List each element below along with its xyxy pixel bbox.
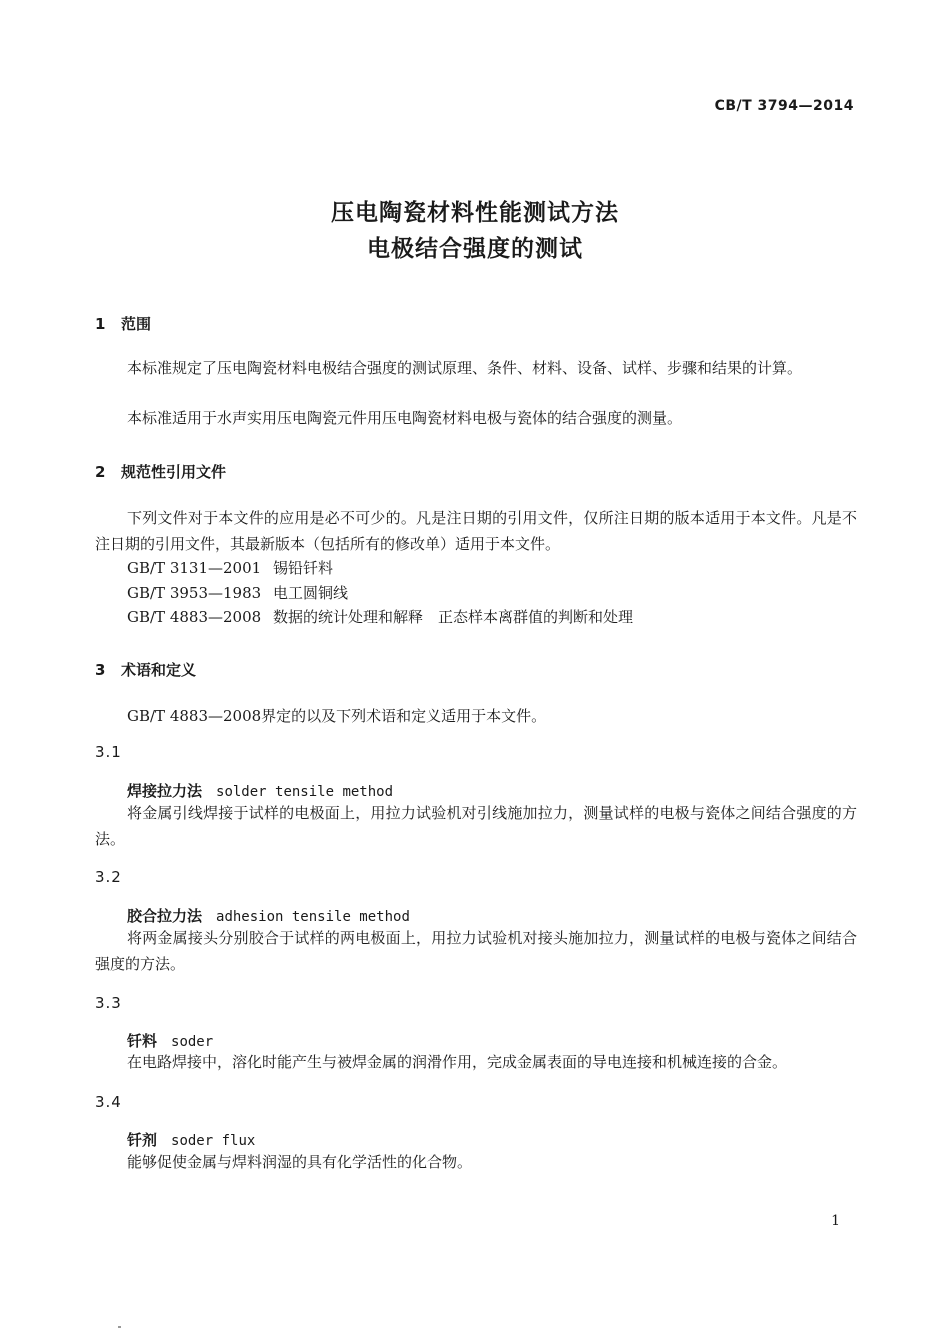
term-entry bbox=[127, 780, 393, 801]
subsection-number: 3.4 bbox=[95, 1093, 122, 1111]
term-definition: 将金属引线焊接于试样的电极面上，用拉力试验机对引线施加拉力，测量试样的电极与瓷体之间结合强度的方法。 bbox=[95, 804, 857, 848]
term-entry bbox=[127, 1129, 255, 1150]
section-title: 术语和定义 bbox=[121, 661, 197, 679]
term-english: adhesion tensile method bbox=[216, 909, 410, 925]
reference-code: GB/T 3131—2001 bbox=[127, 559, 262, 577]
term-english: solder tensile method bbox=[216, 784, 394, 800]
section-number: 3 bbox=[95, 661, 106, 679]
section-heading-3 bbox=[95, 659, 196, 680]
reference-title: 电工圆铜线 bbox=[273, 584, 349, 602]
paragraph: 本标准规定了压电陶瓷材料电极结合强度的测试原理、条件、材料、设备、试样、步骤和结果的计算。 bbox=[127, 359, 803, 377]
section-heading-2 bbox=[95, 461, 226, 482]
subsection-number: 3.1 bbox=[95, 743, 122, 761]
section-number: 1 bbox=[95, 315, 106, 333]
reference-item bbox=[127, 557, 333, 578]
section-heading-1 bbox=[95, 313, 151, 334]
reference-item bbox=[127, 606, 633, 627]
reference-code: GB/T 4883—2008 bbox=[127, 608, 262, 626]
term-english: soder flux bbox=[171, 1133, 256, 1149]
term-definition: 将两金属接头分别胶合于试样的两电极面上，用拉力试验机对接头施加拉力，测量试样的电极与瓷体之间结合强度的方法。 bbox=[95, 929, 857, 973]
scan-artifact bbox=[118, 1326, 121, 1328]
document-title: 压电陶瓷材料性能测试方法 bbox=[331, 200, 619, 226]
reference-title: 锡铅钎料 bbox=[273, 559, 334, 577]
section-title: 规范性引用文件 bbox=[121, 463, 227, 481]
paragraph: 下列文件对于本文件的应用是必不可少的。凡是注日期的引用文件，仅所注日期的版本适用于本文件。凡是不注日期的引用文件，其最新版本（包括所有的修改单）适用于本文件。 bbox=[95, 509, 857, 553]
term-entry bbox=[127, 1030, 213, 1051]
term-entry bbox=[127, 905, 410, 926]
term-definition: 在电路焊接中，溶化时能产生与被焊金属的润滑作用，完成金属表面的导电连接和机械连接的合金。 bbox=[127, 1053, 788, 1071]
document-subtitle: 电极结合强度的测试 bbox=[367, 236, 583, 262]
standard-number: CB/T 3794—2014 bbox=[714, 98, 854, 114]
reference-title: 数据的统计处理和解释 正态样本离群值的判断和处理 bbox=[273, 608, 634, 626]
reference-item bbox=[127, 582, 348, 603]
term-chinese: 胶合拉力法 bbox=[127, 907, 203, 925]
term-chinese: 焊接拉力法 bbox=[127, 782, 203, 800]
term-chinese: 钎剂 bbox=[127, 1131, 158, 1149]
term-english: soder bbox=[171, 1034, 214, 1050]
paragraph: GB/T 4883—2008界定的以及下列术语和定义适用于本文件。 bbox=[127, 707, 547, 725]
term-chinese: 钎料 bbox=[127, 1032, 158, 1050]
section-number: 2 bbox=[95, 463, 106, 481]
section-title: 范围 bbox=[121, 315, 152, 333]
page-number: 1 bbox=[831, 1213, 840, 1229]
subsection-number: 3.2 bbox=[95, 868, 122, 886]
term-definition: 能够促使金属与焊料润湿的具有化学活性的化合物。 bbox=[127, 1153, 473, 1171]
subsection-number: 3.3 bbox=[95, 994, 122, 1012]
reference-code: GB/T 3953—1983 bbox=[127, 584, 262, 602]
paragraph: 本标准适用于水声实用压电陶瓷元件用压电陶瓷材料电极与瓷体的结合强度的测量。 bbox=[127, 409, 683, 427]
